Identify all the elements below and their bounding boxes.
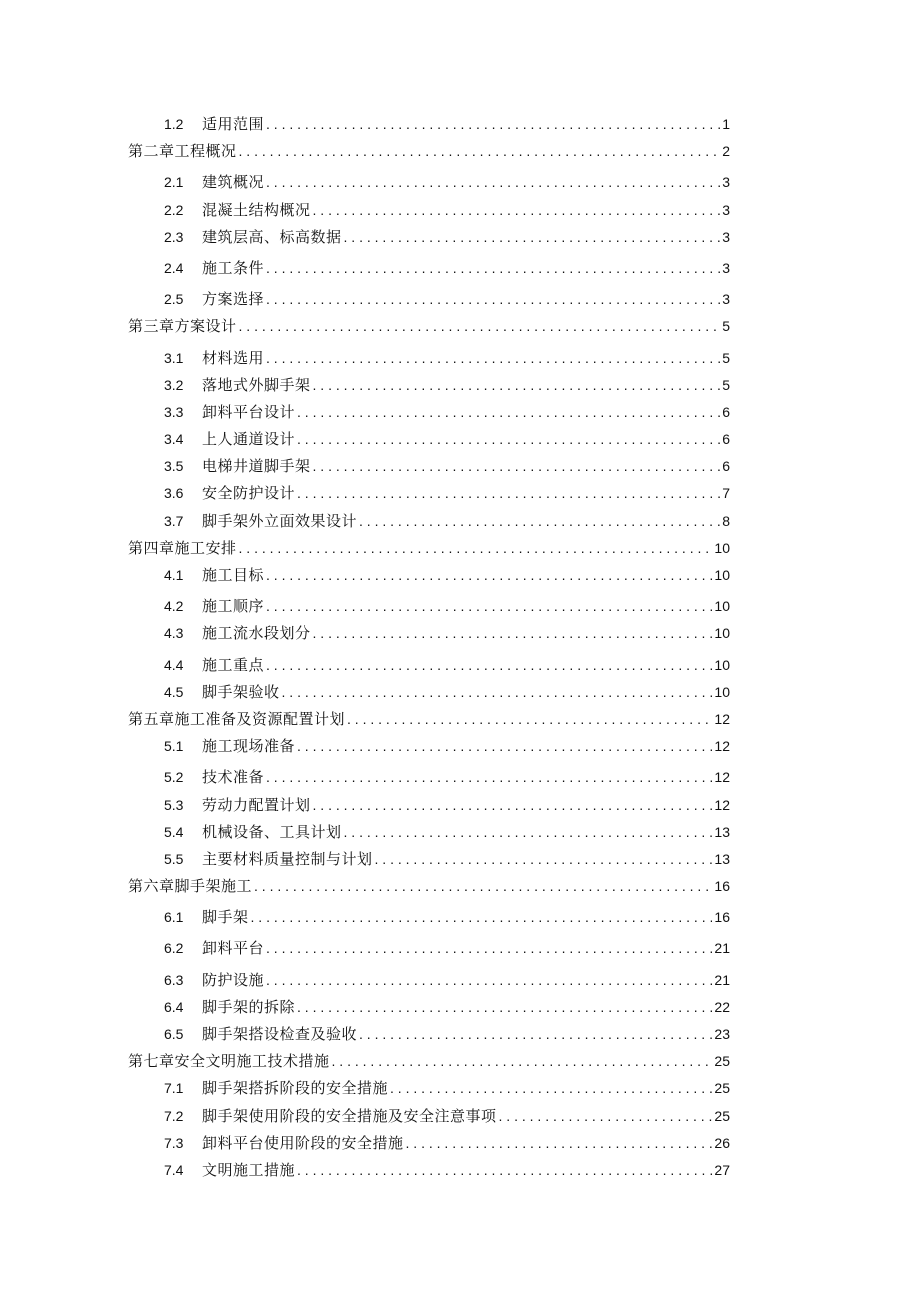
toc-section-entry[interactable] xyxy=(128,200,730,220)
toc-section-number: 3.1 xyxy=(164,349,184,366)
toc-entry-title: 施工条件 xyxy=(202,258,265,277)
toc-dot-leader xyxy=(280,682,713,702)
toc-page-number: 5 xyxy=(722,376,730,393)
toc-dot-leader xyxy=(264,938,712,958)
toc-section-number: 5.3 xyxy=(164,796,184,813)
toc-dot-leader xyxy=(342,822,713,842)
toc-dot-leader xyxy=(295,483,720,503)
toc-page-number: 3 xyxy=(722,174,730,191)
toc-section-entry[interactable] xyxy=(128,1024,730,1044)
toc-section-entry[interactable] xyxy=(128,736,730,756)
toc-section-number: 3.5 xyxy=(164,458,184,475)
toc-section-number: 2.2 xyxy=(164,201,184,218)
toc-section-number: 3.4 xyxy=(164,431,184,448)
toc-page-number: 26 xyxy=(714,1134,730,1151)
toc-section-entry[interactable] xyxy=(128,172,730,192)
toc-page-number: 1 xyxy=(722,116,730,132)
toc-entry-title: 施工现场准备 xyxy=(202,737,296,756)
toc-entry-title: 脚手架搭设检查及验收 xyxy=(202,1025,358,1043)
toc-section-entry[interactable] xyxy=(128,402,730,422)
toc-entry-title: 混凝土结构概况 xyxy=(202,200,311,219)
toc-page-number: 12 xyxy=(714,710,730,727)
toc-page-number: 25 xyxy=(714,1053,730,1070)
toc-section-entry[interactable] xyxy=(128,997,730,1017)
toc-entry-title: 第六章脚手架施工 xyxy=(128,877,253,896)
toc-section-entry[interactable] xyxy=(128,483,730,503)
toc-dot-leader xyxy=(295,736,712,756)
toc-section-number: 1.2 xyxy=(164,116,184,132)
toc-chapter-entry[interactable] xyxy=(128,316,730,336)
toc-section-number: 2.4 xyxy=(164,259,184,276)
toc-dot-leader xyxy=(373,849,713,869)
toc-section-number: 4.4 xyxy=(164,656,184,673)
toc-page-number: 10 xyxy=(714,683,730,700)
toc-dot-leader xyxy=(295,997,712,1017)
toc-section-number: 7.1 xyxy=(164,1080,184,1097)
toc-page-number: 16 xyxy=(714,909,730,926)
toc-entry-title: 方案选择 xyxy=(202,290,265,309)
toc-section-entry[interactable] xyxy=(128,258,730,278)
toc-entry-title: 第二章工程概况 xyxy=(128,142,237,161)
toc-section-number: 7.3 xyxy=(164,1134,184,1151)
toc-section-number: 7.2 xyxy=(164,1107,184,1124)
toc-page-number: 21 xyxy=(714,971,730,988)
toc-section-number: 5.4 xyxy=(164,823,184,840)
toc-page-number: 5 xyxy=(722,349,730,366)
toc-page-number: 16 xyxy=(714,878,730,895)
toc-entry-title: 落地式外脚手架 xyxy=(202,375,311,394)
toc-page-number: 7 xyxy=(722,485,730,502)
toc-dot-leader xyxy=(345,709,712,729)
toc-page-number: 6 xyxy=(722,458,730,475)
toc-entry-title: 施工重点 xyxy=(202,655,265,674)
toc-page-number: 13 xyxy=(714,850,730,867)
toc-section-number: 6.3 xyxy=(164,971,184,988)
toc-page-number: 8 xyxy=(722,512,730,529)
toc-dot-leader xyxy=(497,1106,713,1126)
toc-chapter-entry[interactable] xyxy=(128,538,730,558)
toc-dot-leader xyxy=(311,623,713,643)
toc-dot-leader xyxy=(264,348,720,368)
toc-section-entry[interactable] xyxy=(128,795,730,815)
toc-dot-leader xyxy=(295,1160,712,1180)
toc-entry-title: 主要材料质量控制与计划 xyxy=(202,849,373,868)
toc-page-number: 27 xyxy=(714,1161,730,1178)
toc-section-number: 4.5 xyxy=(164,683,184,700)
toc-dot-leader xyxy=(252,876,712,896)
toc-page-number: 5 xyxy=(722,318,730,335)
toc-dot-leader xyxy=(311,375,721,395)
toc-section-number: 3.6 xyxy=(164,485,184,502)
toc-section-entry[interactable] xyxy=(128,456,730,476)
toc-dot-leader xyxy=(264,289,720,309)
toc-entry-title: 第四章施工安排 xyxy=(128,538,237,557)
toc-page-number: 12 xyxy=(714,769,730,786)
toc-page-number: 12 xyxy=(714,738,730,755)
toc-section-number: 5.2 xyxy=(164,769,184,786)
toc-entry-title: 脚手架的拆除 xyxy=(202,997,296,1016)
toc-page-number: 6 xyxy=(722,403,730,420)
toc-section-number: 4.3 xyxy=(164,625,184,642)
toc-entry-title: 防护设施 xyxy=(202,970,265,989)
toc-page-number: 3 xyxy=(722,291,730,308)
toc-section-entry[interactable] xyxy=(128,1160,730,1180)
toc-entry-title: 第五章施工准备及资源配置计划 xyxy=(128,709,346,728)
toc-chapter-entry[interactable] xyxy=(128,1051,730,1071)
toc-chapter-entry[interactable] xyxy=(128,709,730,729)
toc-chapter-entry[interactable] xyxy=(128,876,730,896)
toc-section-entry[interactable] xyxy=(128,1133,730,1153)
toc-section-number: 5.5 xyxy=(164,850,184,867)
toc-section-entry[interactable] xyxy=(128,348,730,368)
toc-section-entry[interactable] xyxy=(128,767,730,787)
toc-section-number: 4.1 xyxy=(164,567,184,583)
toc-section-entry[interactable] xyxy=(128,907,730,927)
toc-entry-title: 文明施工措施 xyxy=(202,1160,296,1179)
toc-dot-leader xyxy=(330,1051,713,1071)
toc-page-number: 25 xyxy=(714,1080,730,1097)
toc-entry-title: 脚手架验收 xyxy=(202,682,280,701)
toc-section-number: 3.2 xyxy=(164,376,184,393)
toc-section-number: 3.3 xyxy=(164,403,184,420)
toc-page-number: 10 xyxy=(714,567,730,583)
toc-section-entry[interactable] xyxy=(128,682,730,702)
toc-section-entry[interactable] xyxy=(128,822,730,842)
toc-dot-leader xyxy=(357,1024,712,1044)
toc-page-number: 10 xyxy=(714,656,730,673)
toc-page-number: 3 xyxy=(722,201,730,218)
toc-dot-leader xyxy=(264,596,712,616)
toc-page-number: 23 xyxy=(714,1026,730,1042)
toc-section-entry[interactable] xyxy=(128,655,730,675)
toc-entry-title: 卸料平台使用阶段的安全措施 xyxy=(202,1133,404,1152)
toc-entry-title: 脚手架外立面效果设计 xyxy=(202,511,358,530)
toc-dot-leader xyxy=(264,655,712,675)
toc-dot-leader xyxy=(388,1078,712,1098)
toc-entry-title: 建筑概况 xyxy=(202,173,265,192)
toc-section-number: 4.2 xyxy=(164,598,184,615)
toc-entry-title: 卸料平台设计 xyxy=(202,402,296,421)
toc-section-number: 6.5 xyxy=(164,1026,184,1042)
table-of-contents xyxy=(128,114,730,1180)
toc-page-number: 10 xyxy=(714,625,730,642)
toc-section-entry[interactable] xyxy=(128,511,730,531)
toc-section-entry[interactable] xyxy=(128,1106,730,1126)
toc-dot-leader xyxy=(342,227,721,247)
toc-section-entry[interactable] xyxy=(128,1078,730,1098)
toc-page-number: 3 xyxy=(722,259,730,276)
toc-section-number: 6.4 xyxy=(164,998,184,1015)
toc-page-number: 25 xyxy=(714,1107,730,1124)
toc-dot-leader xyxy=(264,114,720,134)
toc-section-number: 6.1 xyxy=(164,909,184,926)
toc-entry-title: 脚手架使用阶段的安全措施及安全注意事项 xyxy=(202,1106,497,1125)
toc-page-number: 2 xyxy=(722,143,730,160)
toc-dot-leader xyxy=(264,767,712,787)
toc-entry-title: 施工目标 xyxy=(202,566,265,584)
toc-entry-title: 劳动力配置计划 xyxy=(202,795,311,814)
toc-entry-title: 脚手架搭拆阶段的安全措施 xyxy=(202,1079,389,1098)
toc-entry-title: 脚手架 xyxy=(202,908,249,927)
toc-page-number: 6 xyxy=(722,431,730,448)
toc-dot-leader xyxy=(264,970,712,990)
toc-section-entry[interactable] xyxy=(128,289,730,309)
toc-dot-leader xyxy=(311,456,721,476)
toc-section-number: 3.7 xyxy=(164,512,184,529)
toc-entry-title: 材料选用 xyxy=(202,348,265,367)
toc-section-entry[interactable] xyxy=(128,114,730,134)
toc-entry-title: 第三章方案设计 xyxy=(128,317,237,336)
toc-dot-leader xyxy=(311,200,721,220)
toc-entry-title: 第七章安全文明施工技术措施 xyxy=(128,1052,330,1071)
toc-section-entry[interactable] xyxy=(128,227,730,247)
toc-dot-leader xyxy=(295,429,720,449)
toc-entry-title: 技术准备 xyxy=(202,768,265,787)
toc-section-number: 5.1 xyxy=(164,738,184,755)
toc-section-entry[interactable] xyxy=(128,970,730,990)
toc-dot-leader xyxy=(311,795,713,815)
toc-section-entry[interactable] xyxy=(128,565,730,585)
toc-dot-leader xyxy=(264,172,720,192)
toc-dot-leader xyxy=(237,141,721,161)
toc-section-entry[interactable] xyxy=(128,375,730,395)
toc-dot-leader xyxy=(357,511,720,531)
toc-entry-title: 施工流水段划分 xyxy=(202,624,311,643)
toc-section-entry[interactable] xyxy=(128,938,730,958)
toc-entry-title: 卸料平台 xyxy=(202,939,265,958)
toc-dot-leader xyxy=(264,258,720,278)
toc-dot-leader xyxy=(404,1133,713,1153)
toc-page-number: 13 xyxy=(714,823,730,840)
toc-page-number: 21 xyxy=(714,940,730,957)
toc-entry-title: 施工顺序 xyxy=(202,597,265,616)
toc-dot-leader xyxy=(249,907,713,927)
toc-dot-leader xyxy=(237,538,713,558)
toc-entry-title: 电梯井道脚手架 xyxy=(202,457,311,476)
toc-page-number: 3 xyxy=(722,228,730,245)
toc-section-number: 2.1 xyxy=(164,174,184,191)
toc-entry-title: 建筑层高、标高数据 xyxy=(202,227,342,246)
toc-entry-title: 适用范围 xyxy=(202,115,265,133)
toc-section-number: 7.4 xyxy=(164,1161,184,1178)
toc-entry-title: 上人通道设计 xyxy=(202,430,296,449)
toc-page-number: 10 xyxy=(714,539,730,556)
toc-section-number: 6.2 xyxy=(164,940,184,957)
toc-dot-leader xyxy=(295,402,720,422)
toc-entry-title: 安全防护设计 xyxy=(202,484,296,503)
toc-page-number: 12 xyxy=(714,796,730,813)
toc-entry-title: 机械设备、工具计划 xyxy=(202,822,342,841)
toc-section-entry[interactable] xyxy=(128,623,730,643)
toc-chapter-entry[interactable] xyxy=(128,141,730,161)
toc-page-number: 22 xyxy=(714,998,730,1015)
toc-section-entry[interactable] xyxy=(128,849,730,869)
toc-section-entry[interactable] xyxy=(128,596,730,616)
toc-section-number: 2.5 xyxy=(164,291,184,308)
toc-page-number: 10 xyxy=(714,598,730,615)
toc-section-entry[interactable] xyxy=(128,429,730,449)
toc-dot-leader xyxy=(237,316,721,336)
toc-section-number: 2.3 xyxy=(164,228,184,245)
toc-dot-leader xyxy=(264,565,712,585)
